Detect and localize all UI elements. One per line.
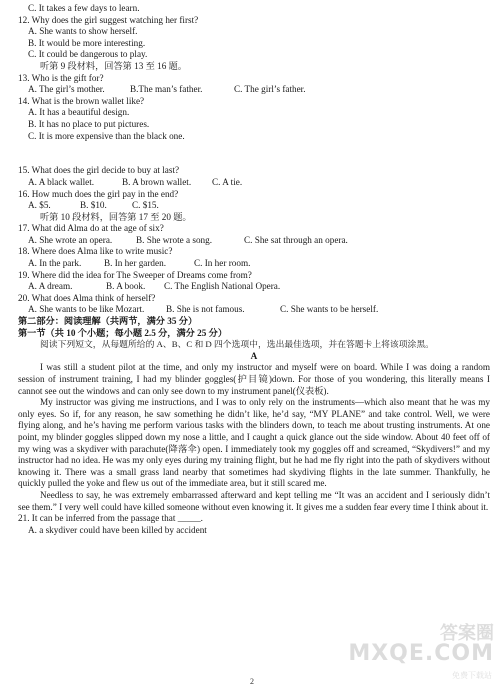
q18-option-c: C. In her room. [194,258,251,269]
part-2-heading: 第二部分：阅读理解（共两节，满分 35 分） [18,316,198,327]
q20-stem: 20. What does Alma think of herself? [18,292,156,303]
q19-option-b: B. A book. [106,281,146,292]
question-block [18,3,490,536]
q13-option-c: C. The girl’s father. [234,84,306,95]
q19-option-a: A. A dream. [28,281,73,292]
q20-option-c: C. She wants to be herself. [280,304,379,315]
q19-option-c: C. The English National Opera. [164,281,281,292]
q17-option-c: C. She sat through an opera. [244,234,348,245]
q21-option-a: A. a skydiver could have been killed by accident [28,524,207,535]
q14-option-b: B. It has no place to put pictures. [28,118,150,129]
q13-stem: 13. Who is the gift for? [18,72,104,83]
section-10-heading: 听第 10 段材料，回答第 17 至 20 题。 [40,211,192,222]
q19-stem: 19. Where did the idea for The Sweeper of Dreams come from? [18,269,252,280]
page-number: 2 [250,677,254,686]
q12-option-c: C. It could be dangerous to play. [28,49,148,60]
spacer [18,154,490,166]
q13-option-b: B.The man’s father. [130,84,203,95]
section-9-heading: 听第 9 段材料，回答第 13 至 16 题。 [40,60,187,71]
q20-options [18,304,490,316]
q17-option-b: B. She wrote a song. [136,234,213,245]
q12-option-a: A. She wants to show herself. [28,26,138,37]
q18-option-b: B. In her garden. [104,258,166,269]
q14-option-a: A. It has a beautiful design. [28,107,130,118]
q11-option-c: C. It takes a few days to learn. [28,3,140,13]
q16-stem: 16. How much does the girl pay in the end? [18,188,179,199]
q17-option-a: A. She wrote an opera. [28,234,113,245]
watermark-cn-text: 答案圈 [440,623,494,644]
q16-option-a: A. $5. [28,200,51,211]
q18-option-a: A. In the park. [28,258,82,269]
watermark-site-text: MXQE.COM [348,641,494,666]
q12-option-b: B. It would be more interesting. [28,37,146,48]
q16-option-b: B. $10. [80,200,107,211]
q15-options [18,177,490,189]
q14-option-c: C. It is more expensive than the black one. [28,130,185,141]
q12-stem: 12. Why does the girl suggest watching her first? [18,14,199,25]
q19-options [18,281,490,293]
q16-options [18,200,490,212]
passage-paragraph-3: Needless to say, he was extremely embarrassed afterward and kept telling me “It was an accident and I seriously didn’t see them.” I very well could have killed someone without even knowing it. It gives me a sudden fear every time I think about it. [18,489,490,512]
q14-stem: 14. What is the brown wallet like? [18,95,145,106]
watermark-small-text: 免费下载站 [452,671,492,680]
q15-option-c: C. A tie. [212,176,243,187]
passage-paragraph-2: My instructor was giving me instructions, and I was to only rely on the instruments—which also meant that he was my only eyes. So if, for any reason, he saw something he didn’t like, he’d say, “MY PLANE” and take control. Well, we were flying along, and he’s having me perform various tasks with the blinders down, to teach me about trusting instruments. At one point, my blinder goggles slipped down my nose a little, and I caught a quick glance out the side window. About 40 feet off of my wing was a skydiver with parachute(降落伞) open. I immediately took my goggles off and screamed, “Skydivers!” and my instructor had no idea. He was my only eyes during my training flight, but he had me fly right into the path of skydivers without knowing it. There was a small grass land nearby that sometimes had skydiving flights in the late summer. Thankfully, he quickly pulled the yoke and flew us out of the immediate area, but it still scared me. [18,397,490,489]
q17-options [18,235,490,247]
q21-stem: 21. It can be inferred from the passage that _____. [18,513,203,524]
q15-stem: 15. What does the girl decide to buy at last? [18,165,180,176]
q13-option-a: A. The girl’s mother. [28,84,105,95]
q15-option-a: A. A black wallet. [28,176,95,187]
passage-paragraph-1: I was still a student pilot at the time, and only my instructor and myself were on board. While I was doing a random session of instrument training, I had my blinder goggles(护目镜)down. For those of you wondering, this literally means I cannot see out the windows and can only see down to my instrument panel(仪表板). [18,362,490,396]
q20-option-a: A. She wants to be like Mozart. [28,304,145,315]
watermark-logo [348,623,498,686]
q15-option-b: B. A brown wallet. [122,176,192,187]
reading-instruction: 阅读下列短文，从每题所给的 A、B、C 和 D 四个选项中，选出最佳选项，并在答题卡上将该项涂黑。 [40,339,434,350]
q16-option-c: C. $15. [132,200,159,211]
q18-options [18,258,490,270]
passage-label: A [250,350,258,361]
q18-stem: 18. Where does Alma like to write music? [18,246,173,257]
q17-stem: 17. What did Alma do at the age of six? [18,223,164,234]
spacer [18,142,490,154]
q20-option-b: B. She is not famous. [166,304,245,315]
section-1-heading: 第一节（共 10 个小题；每小题 2.5 分，满分 25 分） [18,327,228,338]
q13-options [18,84,490,96]
